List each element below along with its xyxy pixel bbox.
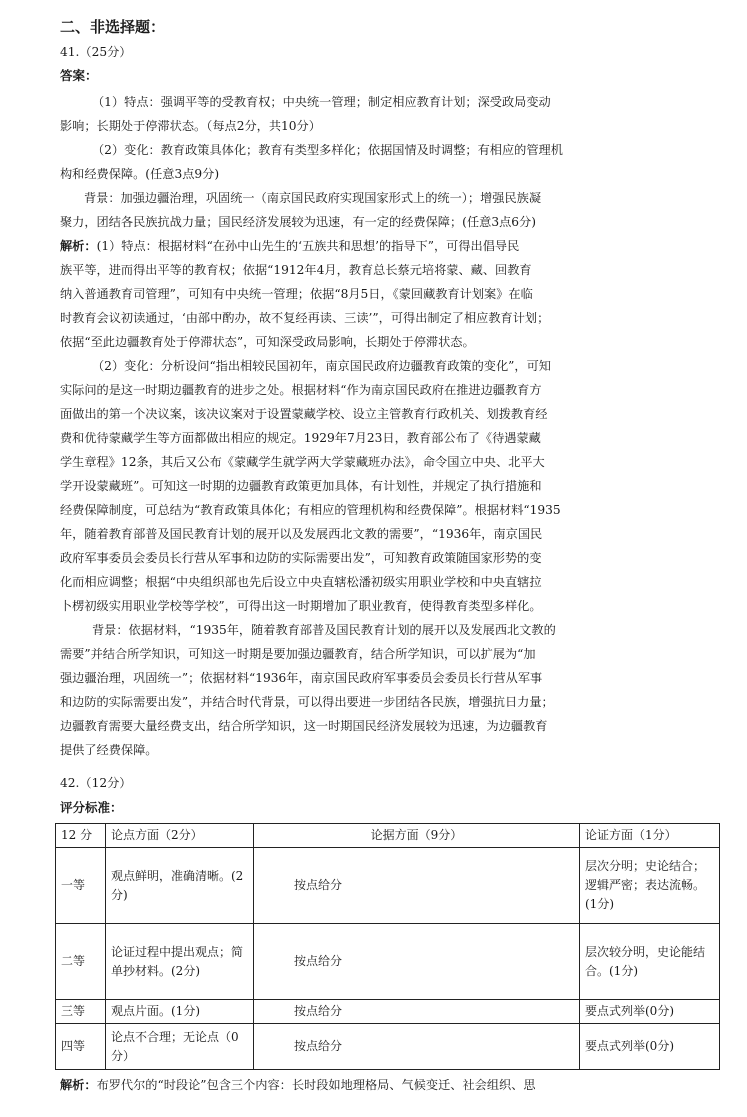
evidence-cell: 按点给分 [254, 1000, 580, 1024]
argument-cell: 要点式列举(0分) [580, 1000, 720, 1024]
q41-answer-line: 背景：加强边疆治理，巩固统一（南京国民政府实现国家形式上的统一）；增强民族凝 [84, 191, 542, 205]
evidence-cell: 按点给分 [254, 848, 580, 924]
q41-analysis-line: 卜楞初级实用职业学校等学校”，可得出这一时期增加了职业教育，使得教育类型多样化。 [60, 599, 542, 613]
q41-analysis-line: （2）变化：分析设问“指出相较民国初年，南京国民政府边疆教育政策的变化”，可知 [92, 359, 551, 373]
q41-analysis-line: 面做出的第一个决议案，该决议案对于设置蒙藏学校、设立主管教育行政机关、划拨教育经 [60, 407, 548, 421]
q41-answer-line: 构和经费保障。(任意3点9分) [60, 167, 220, 181]
q41-analysis-line: 经费保障制度，可总结为“教育政策具体化；有相应的管理机构和经费保障”。根据材料“1935 [60, 503, 561, 517]
table-header-row [56, 824, 720, 848]
q41-analysis-line: 背景：依据材料，“1935年，随着教育部普及国民教育计划的展开以及发展西北文教的 [92, 623, 556, 637]
evidence-cell: 按点给分 [254, 1024, 580, 1070]
q41-answer-line: （1）特点：强调平等的受教育权；中央统一管理；制定相应教育计划；深受政局变动 [92, 95, 551, 109]
grading-table [55, 823, 720, 1070]
argument-cell: 要点式列举(0分) [580, 1024, 720, 1070]
q42-analysis [60, 1076, 720, 1095]
q42-number: 42.（12分） [60, 776, 132, 790]
argument-cell: 层次分明；史论结合；逻辑严密；表达流畅。(1分) [580, 848, 720, 924]
table-header: 论据方面（9分） [254, 824, 580, 848]
q42-analysis-label: 解析： [60, 1078, 97, 1092]
table-header: 12 分 [56, 824, 106, 848]
q41-analysis-line: 需要”并结合所学知识，可知这一时期是要加强边疆教育，结合所学知识，可以扩展为“加 [60, 647, 536, 661]
grade-cell: 一等 [56, 848, 106, 924]
point-cell: 论点不合理；无论点（0分） [106, 1024, 254, 1070]
point-cell: 观点鲜明，准确清晰。(2分) [106, 848, 254, 924]
q41-analysis-line: 纳入普通教育司管理”，可知有中央统一管理；依据“8月5日，《蒙回藏教育计划案》在临 [60, 287, 533, 301]
q41-answer-line: 聚力，团结各民族抗战力量；国民经济发展较为迅速，有一定的经费保障；(任意3点6分) [60, 215, 536, 229]
q41-analysis-line: (1）特点：根据材料“在孙中山先生的‘五族共和思想’的指导下”，可得出倡导民 [96, 239, 520, 253]
q41-analysis-line: 强边疆治理，巩固统一”；依据材料“1936年，南京国民政府军事委员会委员长行营从军事 [60, 671, 543, 685]
grade-cell: 四等 [56, 1024, 106, 1070]
q42-analysis-line: 布罗代尔的“时段论”包含三个内容：长时段如地理格局、气候变迁、社会组织、思 [96, 1078, 536, 1092]
q41-analysis-line: 学开设蒙藏班”。可知这一时期的边疆教育政策更加具体，有计划性，并规定了执行措施和 [60, 479, 542, 493]
q41-answer-line: 影响；长期处于停滞状态。（每点2分，共10分） [60, 119, 321, 133]
q41-analysis-line: 时教育会议初读通过，‘由部中酌办，故不复经再读、三读’”，可得出制定了相应教育计划； [60, 311, 550, 325]
section-title: 二、非选择题： [60, 18, 166, 36]
point-cell: 观点片面。(1分) [106, 1000, 254, 1024]
argument-cell: 层次较分明，史论能结合。(1分) [580, 924, 720, 1000]
q41-analysis-line: 依据“至此边疆教育处于停滞状态”，可知深受政局影响，长期处于停滞状态。 [60, 335, 475, 349]
q41-analysis-line: 学生章程》12条，其后又公布《蒙藏学生就学两大学蒙藏班办法》，命令国立中央、北平大 [60, 455, 545, 469]
q41-analysis-line: 化而相应调整；根据“中央组织部也先后设立中央直辖松潘初级实用职业学校和中央直辖拉 [60, 575, 542, 589]
point-cell: 论证过程中提出观点；简单抄材料。(2分) [106, 924, 254, 1000]
evidence-cell: 按点给分 [254, 924, 580, 1000]
table-header: 论证方面（1分） [580, 824, 720, 848]
q41-number: 41.（25分） [60, 45, 132, 59]
q41-analysis-line: 政府军事委员会委员长行营从军事和边防的实际需要出发”，可知教育政策随国家形势的变 [60, 551, 542, 565]
table-header: 论点方面（2分） [106, 824, 254, 848]
q41-analysis-line: 边疆教育需要大量经费支出，结合所学知识，这一时期国民经济发展较为迅速，为边疆教育 [60, 719, 548, 733]
grade-cell: 三等 [56, 1000, 106, 1024]
q41-analysis-line: 费和优待蒙藏学生等方面都做出相应的规定。1929年7月23日，教育部公布了《待遇蒙藏 [60, 431, 541, 445]
table-row [56, 1000, 720, 1024]
q41-analysis-line: 和边防的实际需要出发”，并结合时代背景，可以得出要进一步团结各民族，增强抗日力量； [60, 695, 554, 709]
q41-analysis-label: 解析： [60, 239, 97, 253]
grade-cell: 二等 [56, 924, 106, 1000]
q41-answer-line: （2）变化：教育政策具体化；教育有类型多样化；依据国情及时调整；有相应的管理机 [92, 143, 563, 157]
q42-standard-label: 评分标准： [60, 800, 123, 815]
q41-answer-label: 答案： [60, 68, 98, 83]
table-row [56, 1024, 720, 1070]
q41-analysis-line: 族平等，进而得出平等的教育权；依据“1912年4月，教育总长蔡元培将蒙、藏、回教育 [60, 263, 532, 277]
q41-analysis-line: 提供了经费保障。 [60, 743, 158, 757]
q41-analysis-line: 年，随着教育部普及国民教育计划的展开以及发展西北文教的需要”，“1936年，南京国民 [60, 527, 543, 541]
q41-analysis-line: 实际问的是这一时期边疆教育的进步之处。根据材料“作为南京国民政府在推进边疆教育方 [60, 383, 542, 397]
table-row [56, 848, 720, 924]
table-row [56, 924, 720, 1000]
q41-analysis-first-line [60, 237, 720, 256]
